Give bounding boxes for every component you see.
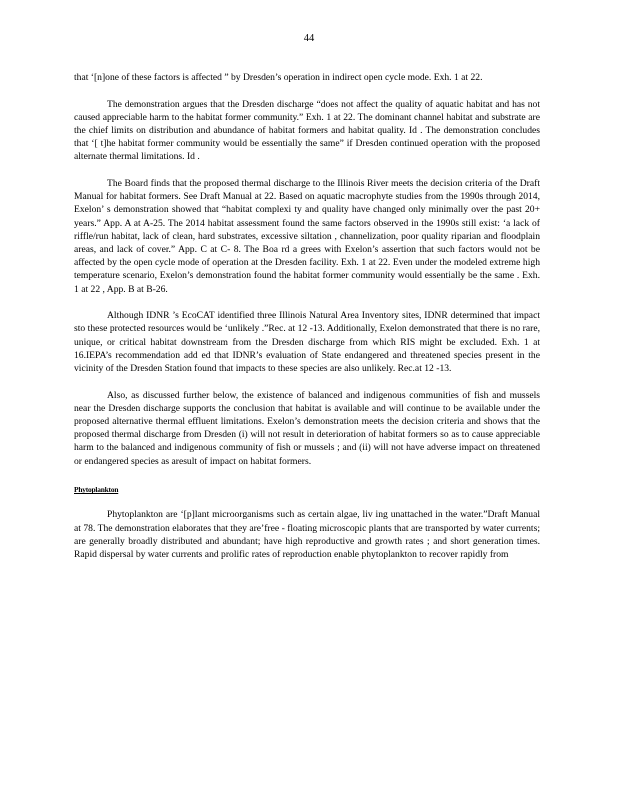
section-heading-row xyxy=(74,481,540,508)
paragraph-6: Phytoplankton are ‘[p]lant microorganisms such as certain algae, liv ing unattached in the water.”Draft Manual at 78. The demonstration elaborates that they are’free - floating microscopic plants that are transported by water currents; are generally broadly distributed and abundant; have high reproductive and growth rates ; and short generation times. Rapid dispersal by water currents and prolific rates of reproduction enable phytoplankton to recover rapidly from xyxy=(74,509,540,561)
paragraph-2: The demonstration argues that the Dresden discharge “does not affect the quality of aquatic habitat and has not caused appreciable harm to the habitat former community.” Exh. 1 at 22. The dominant channel habitat and substrate are the chief limits on distribution and abundance of habitat formers and habitat quality. Id . The demonstration concludes that ‘[ t]he habitat former community would be essentially the same” if Dresden continued operation with the proposed alternate thermal limitations. Id . xyxy=(74,98,540,163)
page-number: 44 xyxy=(303,33,315,44)
document-body xyxy=(74,71,540,575)
paragraph-1: that ‘[n]one of these factors is affected ” by Dresden’s operation in indirect open cycle mode. Exh. 1 at 22. xyxy=(74,72,483,83)
paragraph-5: Also, as discussed further below, the existence of balanced and indigenous communities of fish and mussels near the Dresden discharge supports the conclusion that habitat is available and will continue to be available under the proposed alternative thermal effluent limitations. Exelon’s demonstration meets the decision criteria and shows that the proposed thermal discharge from Dresden (i) will not result in deterioration of habitat formers so as to cause appreciable harm to the balanced and indigenous community of fish or mussels ; and (ii) will not have adverse impact on threatened or endangered species as aresult of impact on habitat formers. xyxy=(74,389,540,467)
paragraph-4: Although IDNR ’s EcoCAT identified three Illinois Natural Area Inventory sites, IDNR determined that impact sto these protected resources would be ‘unlikely .”Rec. at 12 -13. Additionally, Exelon demonstrated that there is no rare, unique, or critical habitat downstream from the Dresden discharge from which RIS might be excluded. Exh. 1 at 16.IEPA’s recommendation add ed that IDNR’s evaluation of State endangered and threatened species present in the vicinity of the Dresden Station found that impacts to these species are also unlikely. Rec.at 12 -13. xyxy=(74,310,540,375)
paragraph-3: The Board finds that the proposed thermal discharge to the Illinois River meets the decision criteria of the Draft Manual for habitat formers. See Draft Manual at 22. Based on aquatic macrophyte studies from the 1990s through 2014, Exelon’ s demonstration showed that “habitat complexi ty and quality have changed only minimally over the past 20+ years.” App. A at A-25. The 2014 habitat assessment found the same factors observed in the 1990s still exist: ‘a lack of riffle/run habitat, lack of clean, hard substrates, excessive siltation , channelization, poor quality riparian and floodplain areas, and lack of cover.” App. C at C- 8. The Boa rd a grees with Exelon’s assertion that such factors would not be affected by the open cycle mode of operation at the Dresden facility. Exh. 1 at 22. Even under the modeled extreme high temperature scenario, Exelon’s demonstration found the habitat former community would essentially be the same . Exh. 1 at 22 , App. B at B-26. xyxy=(74,178,540,295)
section-heading-phytoplankton: Phytoplankton xyxy=(74,485,119,495)
